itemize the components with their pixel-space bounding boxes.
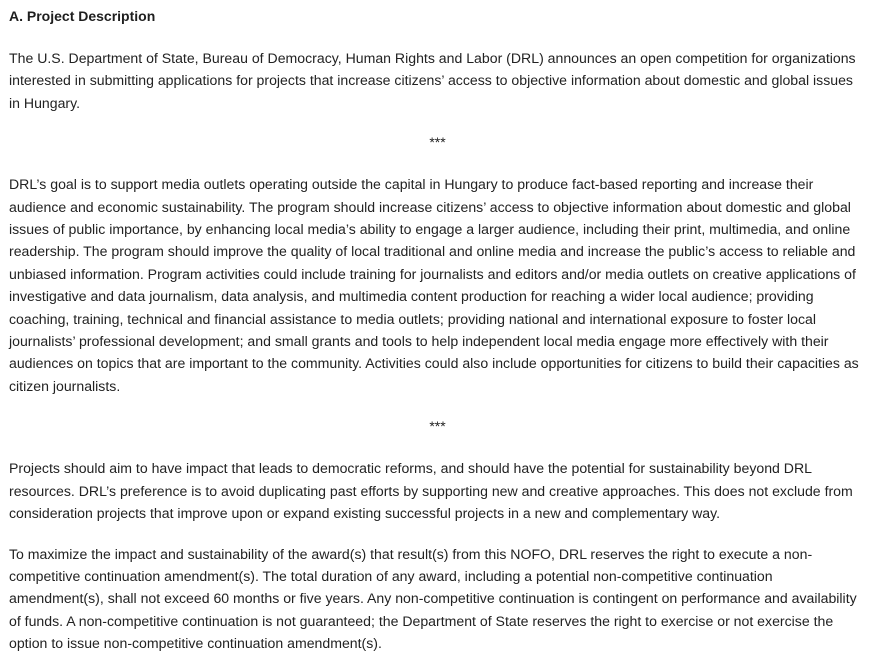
paragraph-intro: The U.S. Department of State, Bureau of Democracy, Human Rights and Labor (DRL) announces an open competition for organizations interested in submitting applications for projects that increase citizens’ access to objective information about domestic and global issues in Hungary. (9, 50, 856, 111)
section-separator: *** (429, 134, 446, 151)
paragraph-continuation: To maximize the impact and sustainability of the award(s) that result(s) from this NOFO, DRL reserves the right to execute a non-competitive continuation amendment(s). The total duration of any award, including a potential non-competitive continuation amendment(s), shall not exceed 60 months or five years. Any non-competitive continuation is contingent on performance and availability of funds. A non-competitive continuation is not guaranteed; the Department of State reserves the right to exercise or not exercise the option to issue non-competitive continuation amendment(s). (9, 545, 857, 652)
section-heading: A. Project Description (9, 8, 156, 24)
paragraph-goal: DRL’s goal is to support media outlets operating outside the capital in Hungary to produce fact-based reporting and increase their audience and economic sustainability. The program should increase citizens’ access to objective information about domestic and global issues of public importance, by enhancing local media’s ability to engage a larger audience, including their print, multimedia, and online readership. The program should improve the quality of local traditional and online media and increase the public’s access to reliable and unbiased information. Program activities could include training for journalists and editors and/or media outlets on creative applications of investigative and data journalism, data analysis, and multimedia content production for reaching a wider local audience; providing coaching, training, technical and financial assistance to media outlets; providing national and international exposure to foster local journalists’ professional development; and small grants and tools to help independent local media engage more effectively with their audiences on topics that are important to the community. Activities could also include opportunities for citizens to build their capacities as citizen journalists. (9, 176, 859, 394)
paragraph-impact: Projects should aim to have impact that leads to democratic reforms, and should have the potential for sustainability beyond DRL resources. DRL’s preference is to avoid duplicating past efforts by supporting new and creative approaches. This does not exclude from consideration projects that improve upon or expand existing successful projects in a new and complementary way. (9, 460, 853, 522)
section-separator: *** (429, 418, 446, 435)
